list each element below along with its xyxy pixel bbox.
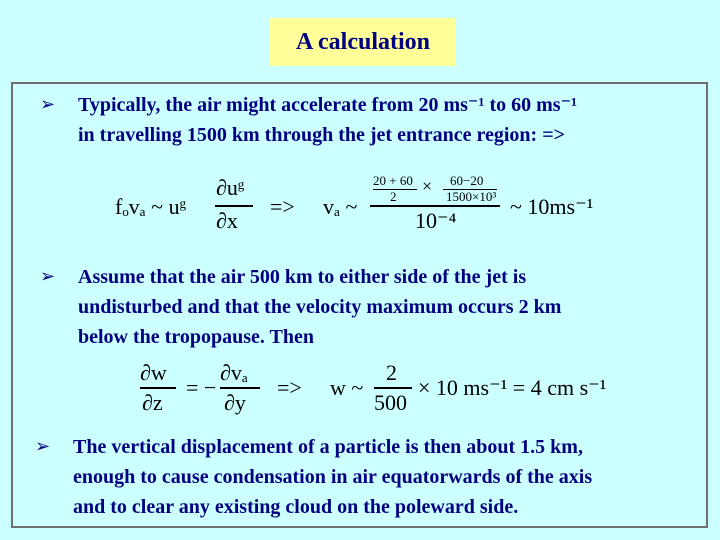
eq1-implies: => xyxy=(270,194,295,219)
eq2-dva: ∂vₐ xyxy=(220,360,248,385)
eq1-sub2-numerator: 60−20 xyxy=(450,173,484,188)
bullet-3-line-3: and to clear any existing cloud on the poleward side. xyxy=(73,496,519,518)
arrow-bullet-icon: ➢ xyxy=(35,436,51,457)
arrow-bullet-icon: ➢ xyxy=(40,94,56,115)
eq2-dy: ∂y xyxy=(224,390,246,415)
eq2-frac3-bar xyxy=(374,387,412,389)
eq1-sub-denominator: 2 xyxy=(390,189,397,204)
eq2-result: × 10 ms⁻¹ = 4 cm s⁻¹ xyxy=(418,375,607,400)
eq1-main-bar xyxy=(370,205,500,207)
bullet-2-line-1: Assume that the air 500 km to either side of the jet is xyxy=(78,266,527,288)
bullet-2-line-2: undisturbed and that the velocity maximum occurs 2 km xyxy=(78,296,562,318)
arrow-bullet-icon: ➢ xyxy=(40,266,56,287)
eq2-equals-minus: = − xyxy=(186,375,217,400)
eq2-numerator: 2 xyxy=(386,360,397,385)
eq1-frac-denominator: ∂x xyxy=(216,208,238,233)
eq1-lhs: fₒvₐ ~ uᵍ xyxy=(115,194,187,219)
bullet-2-line-3: below the tropopause. Then xyxy=(78,326,314,348)
eq1-main-denominator: 10⁻⁴ xyxy=(415,208,457,233)
bullet-1-line-2: in travelling 1500 km through the jet entrance region: => xyxy=(78,124,566,146)
eq2-dz: ∂z xyxy=(142,390,163,415)
eq1-va: vₐ ~ xyxy=(323,194,358,219)
bullet-3-line-1: The vertical displacement of a particle is then about 1.5 km, xyxy=(73,436,583,458)
eq1-sub2-denominator: 1500×10³ xyxy=(446,189,497,204)
equation-2 xyxy=(140,360,620,420)
eq1-frac-numerator: ∂uᵍ xyxy=(216,175,245,200)
bullet-3-line-2: enough to cause condensation in air equatorwards of the axis xyxy=(73,466,593,488)
slide-title: A calculation xyxy=(270,18,456,66)
eq2-frac2-bar xyxy=(220,387,260,389)
bullet-1-line-1: Typically, the air might accelerate from 20 ms⁻¹ to 60 ms⁻¹ xyxy=(78,94,578,116)
eq1-result: ~ 10ms⁻¹ xyxy=(510,194,594,219)
eq2-w: w ~ xyxy=(330,375,364,400)
eq1-sub-numerator: 20 + 60 xyxy=(373,173,413,188)
eq2-frac1-bar xyxy=(140,387,176,389)
equation-1 xyxy=(115,170,615,240)
eq2-implies: => xyxy=(277,375,302,400)
eq2-dw: ∂w xyxy=(140,360,167,385)
eq1-frac-bar xyxy=(215,205,253,207)
eq2-denominator: 500 xyxy=(374,390,407,415)
eq1-times: × xyxy=(422,176,433,196)
